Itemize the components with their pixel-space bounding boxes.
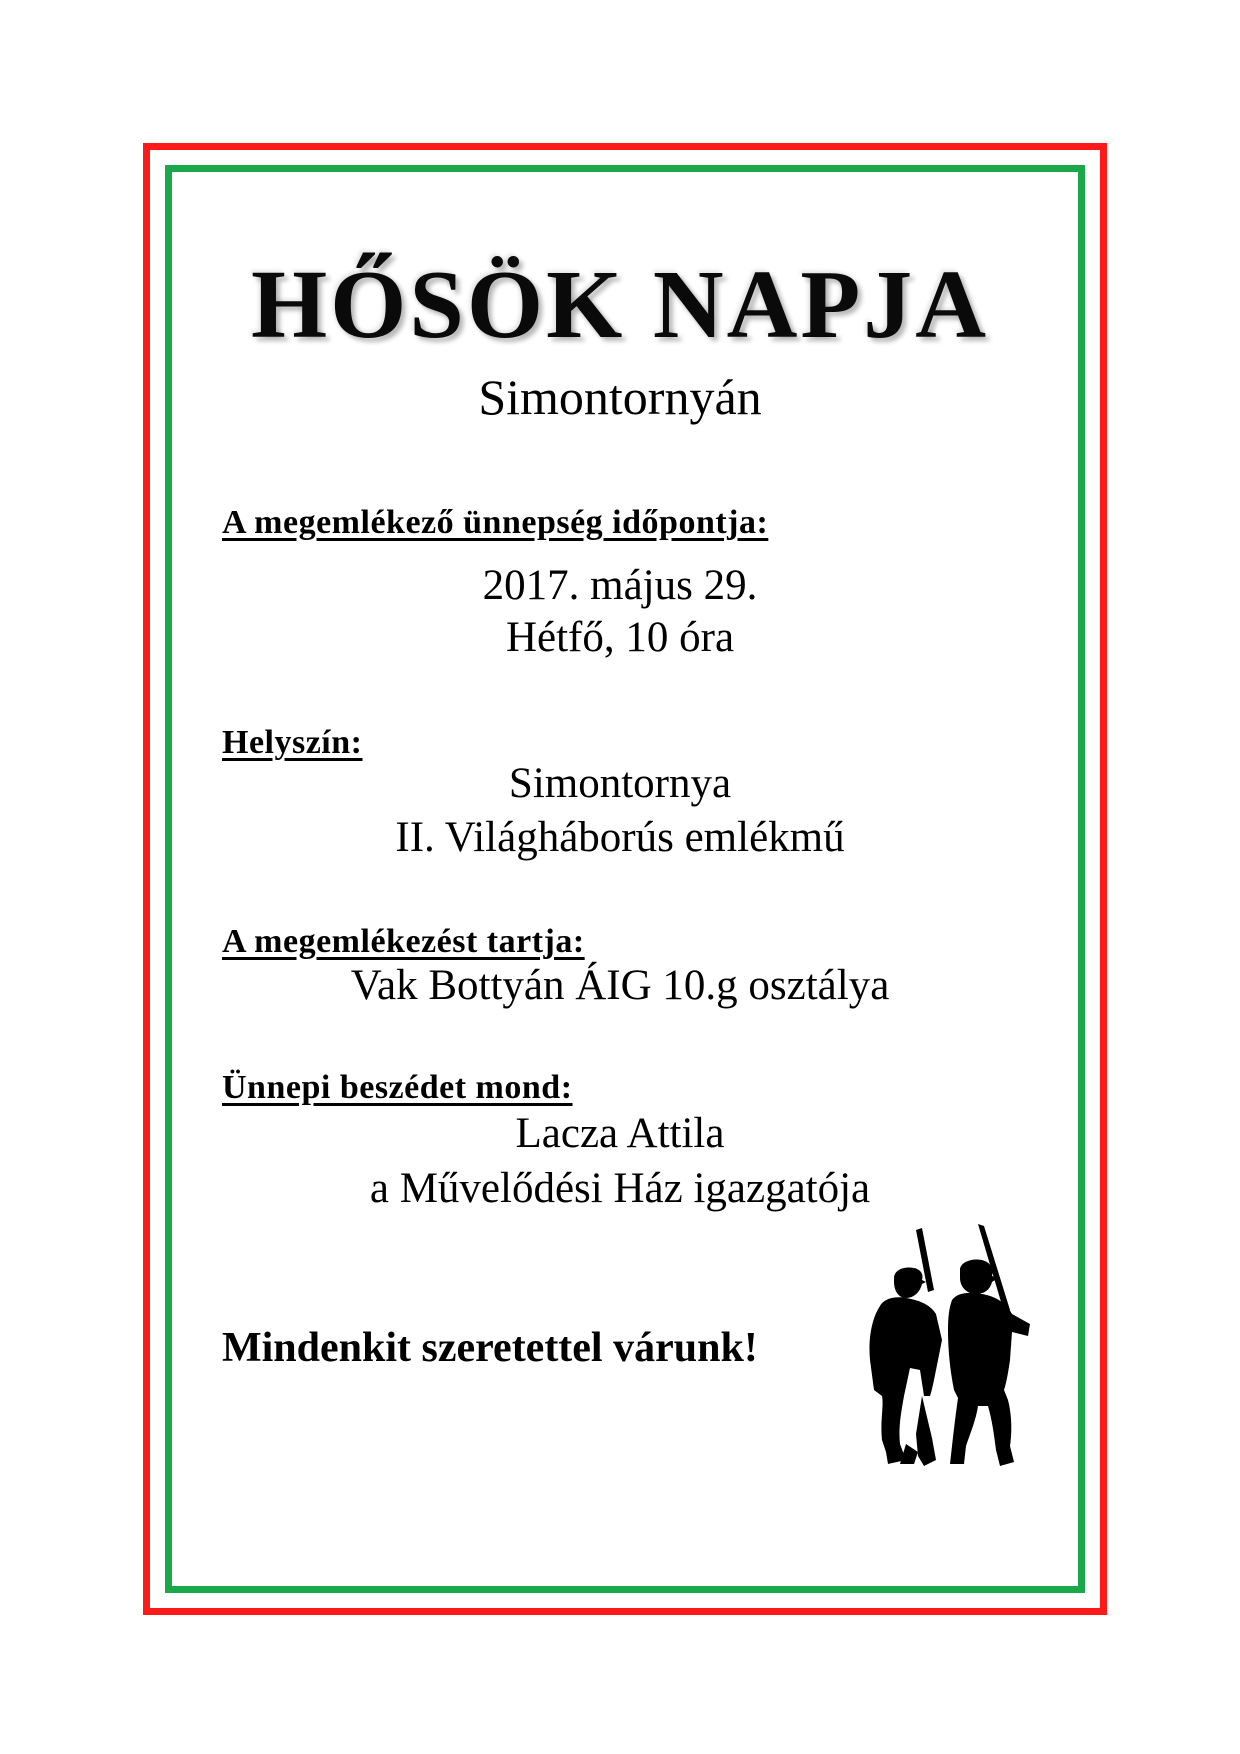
- location-line-town: Simontornya: [508, 760, 732, 807]
- closing-invitation: Mindenkit szeretettel várunk!: [222, 1325, 758, 1371]
- speaker-name: Lacza Attila: [515, 1110, 725, 1157]
- poster-title: HŐSÖK NAPJA: [250, 251, 990, 359]
- section-label-organizer: A megemlékezést tartja:: [222, 923, 585, 960]
- section-label-speaker: Ünnepi beszédet mond:: [222, 1069, 573, 1106]
- location-line-memorial: II. Világháborús emlékmű: [395, 814, 845, 861]
- section-label-location: Helyszín:: [222, 724, 363, 761]
- time-line: Hétfő, 10 óra: [505, 614, 735, 661]
- date-line: 2017. május 29.: [482, 562, 758, 609]
- section-label-date: A megemlékező ünnepség időpontja:: [222, 504, 769, 541]
- organizer-line: Vak Bottyán ÁIG 10.g osztálya: [350, 962, 890, 1009]
- marching-soldiers-icon: [860, 1220, 1050, 1490]
- poster-subtitle: Simontornyán: [478, 369, 762, 425]
- speaker-role: a Művelődési Ház igazgatója: [369, 1165, 871, 1212]
